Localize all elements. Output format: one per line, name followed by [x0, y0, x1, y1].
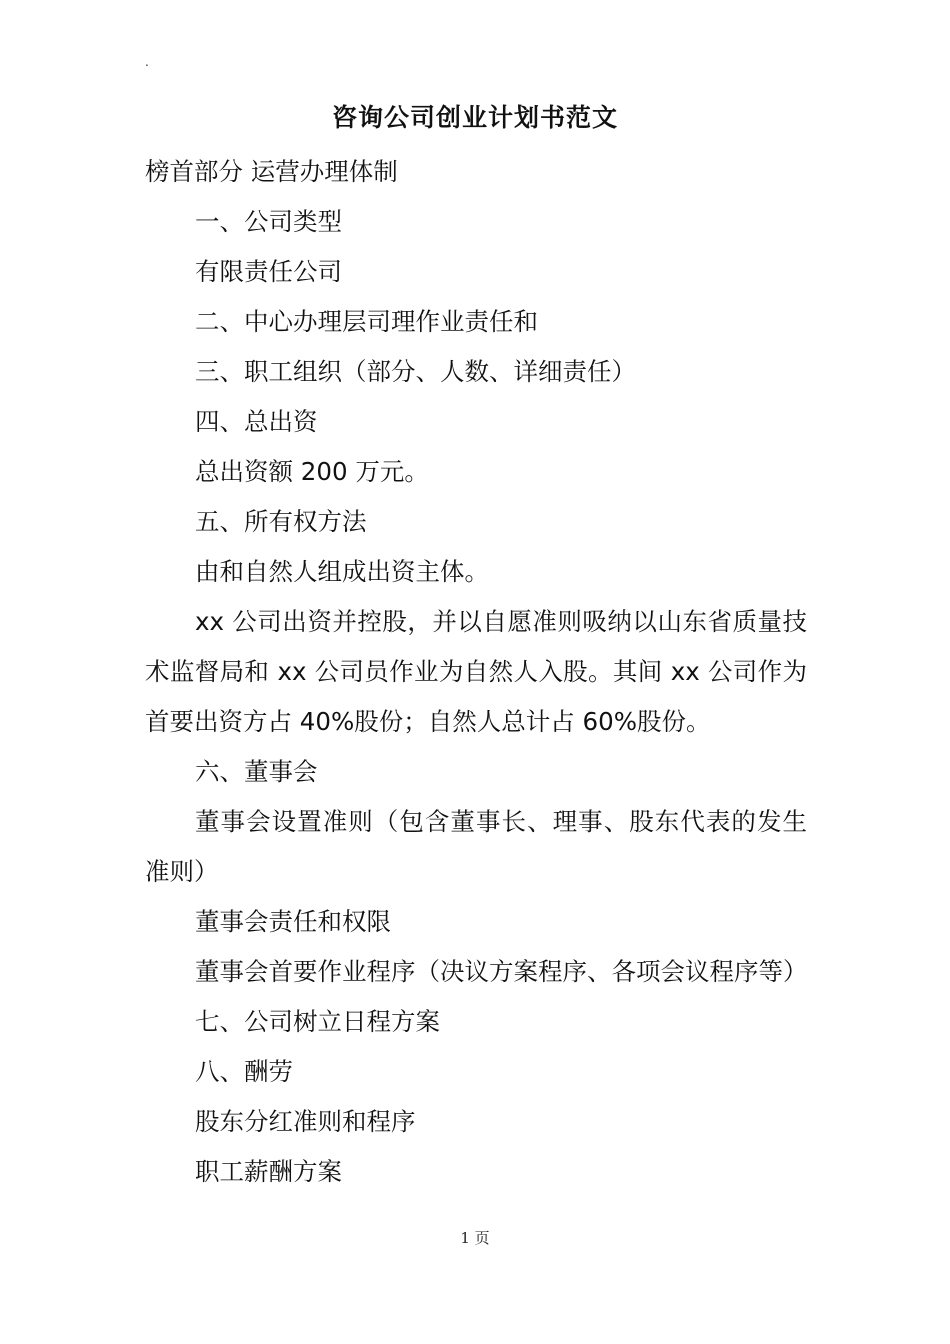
- section-heading: 榜首部分 运营办理体制: [145, 157, 398, 186]
- heading-remuneration: 八、酬劳: [195, 1057, 293, 1086]
- text-dividend: 股东分红准则和程序: [195, 1107, 416, 1136]
- text-ownership: 由和自然人组成出资主体。: [195, 557, 489, 586]
- heading-total-investment: 四、总出资: [195, 407, 318, 436]
- text-total-investment: 总出资额 200 万元。: [195, 457, 429, 486]
- text-board-procedures: 董事会首要作业程序（决议方案程序、各项会议程序等）: [195, 957, 808, 986]
- corner-mark: .: [145, 55, 149, 69]
- page-number: 1 页: [460, 1229, 490, 1247]
- heading-board: 六、董事会: [195, 757, 318, 786]
- heading-management-duties: 二、中心办理层司理作业责任和: [195, 307, 538, 336]
- document-title: 咨询公司创业计划书范文: [331, 103, 618, 132]
- heading-schedule: 七、公司树立日程方案: [195, 1007, 440, 1036]
- heading-company-type: 一、公司类型: [195, 207, 342, 236]
- heading-ownership: 五、所有权方法: [195, 507, 367, 536]
- paragraph-equity: xx 公司出资并控股，并以自愿准则吸纳以山东省质量技术监督局和 xx 公司员作业为自然人入股。其间 xx 公司作为首要出资方占 40%股份；自然人总计占 60%股份。: [145, 607, 807, 736]
- heading-staff-organization: 三、职工组织（部分、人数、详细责任）: [195, 357, 636, 386]
- document-body: [145, 147, 807, 1197]
- paragraph-board-principles: 董事会设置准则（包含董事长、理事、股东代表的发生准则）: [145, 807, 807, 886]
- text-company-type: 有限责任公司: [195, 257, 342, 286]
- text-salary-plan: 职工薪酬方案: [195, 1157, 342, 1186]
- text-board-duties: 董事会责任和权限: [195, 907, 391, 936]
